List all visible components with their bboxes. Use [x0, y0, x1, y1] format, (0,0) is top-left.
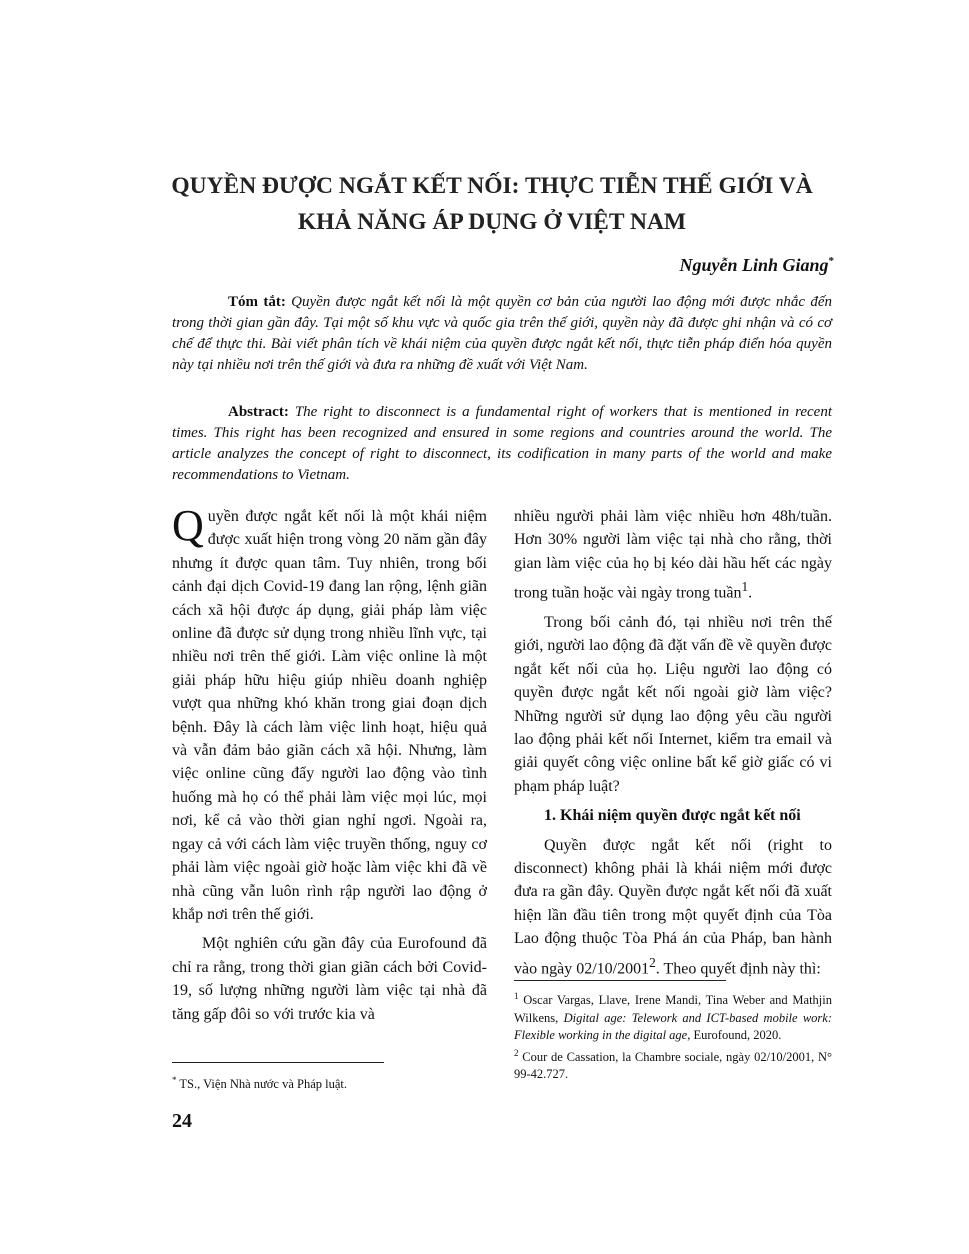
footnotes-block [514, 988, 832, 1084]
footnote-2-number: 2 [514, 1047, 519, 1058]
title-line-2: KHẢ NĂNG ÁP DỤNG Ở VIỆT NAM [297, 209, 687, 235]
right-paragraph-1 [514, 505, 832, 605]
author-footnote-rule [172, 1062, 384, 1063]
right-p1-text: nhiều người phải làm việc nhiều hơn 48h/tuần. Hơn 30% người làm việc tại nhà cho rằng, thời gian làm việc của họ bị kéo dài hầu hết các ngày trong tuần hoặc vài ngày trong tuần [514, 508, 832, 602]
footnote-1-source: , Eurofound, 2020. [687, 1028, 782, 1043]
summary-vi-label: Tóm tắt: [228, 294, 286, 310]
abstract-en-label: Abstract: [228, 404, 289, 420]
footnote-2 [514, 1045, 832, 1084]
right-p3-end: . Theo quyết định này thì: [655, 959, 821, 977]
right-column [514, 505, 832, 986]
summary-vi-text: Quyền được ngắt kết nối là một quyền cơ bản của người lao động mới được nhắc đến trong thời gian gần đây. Tại một số khu vực và quốc gia trên thế giới, quyền này đã được ghi nhận và có cơ chế để thực thi. Bài viết phân tích về khái niệm của quyền được ngắt kết nối, thực tiễn pháp điển hóa quyền này tại nhiều nơi trên thế giới và đưa ra những đề xuất với Việt Nam. [172, 294, 832, 373]
title-line-1: QUYỀN ĐƯỢC NGẮT KẾT NỐI: THỰC TIỄN THẾ GIỚI VÀ [171, 173, 813, 199]
author-footnote [172, 1072, 487, 1094]
author-name [679, 255, 834, 276]
footnote-1-number: 1 [514, 991, 519, 1001]
author-note-mark: * [172, 1075, 177, 1085]
footnote-2-text: Cour de Cassation, la Chambre sociale, ngày 02/10/2001, N° 99-42.727. [514, 1049, 832, 1082]
drop-cap: Q [172, 501, 204, 550]
footnote-ref-1: 1 [741, 579, 749, 595]
footnote-ref-2: 2 [649, 954, 656, 970]
section-heading: 1. Khái niệm quyền được ngắt kết nối [544, 807, 801, 825]
left-paragraph-1 [172, 501, 487, 926]
page-number: 24 [172, 1110, 192, 1132]
abstract-english [172, 402, 832, 486]
left-column [172, 501, 487, 1032]
left-paragraph-2: Một nghiên cứu gần đây của Eurofound đã chỉ ra rằng, trong thời gian giãn cách bởi Covid-19, số lượng những người làm việc tại nhà đã tăng gấp đôi so với trước kia và [172, 935, 487, 1023]
footnotes-rule [514, 980, 726, 981]
left-p1-text: uyền được ngắt kết nối là một khái niệm được xuất hiện trong vòng 20 năm gần đây nhưng ít được quan tâm. Tuy nhiên, trong bối cảnh đại dịch Covid-19 đang lan rộng, lệnh giãn cách xã hội được áp dụng, giải pháp làm việc online đã được sử dụng trong nhiều lĩnh vực, tại nhiều nơi trên thế giới. Làm việc online là một giải pháp hữu hiệu giúp nhiều doanh nghiệp vượt qua những khó khăn trong giai đoạn dịch bệnh. Đây là cách làm việc linh hoạt, hiệu quả và vẫn đảm bảo giãn cách xã hội. Nhưng, làm việc online cũng đẩy người lao động vào tình huống mà họ có thể phải làm việc mọi lúc, mọi nơi, kể cả vào thời gian nghỉ ngơi. Ngoài ra, ngay cả với cách làm việc truyền thống, nguy cơ phải làm việc ngoài giờ hoặc làm việc khi đã về nhà cũng vẫn luôn rình rập người lao động ở khắp nơi trên thế giới. [172, 508, 487, 923]
right-paragraph-2: Trong bối cảnh đó, tại nhiều nơi trên thế giới, người lao động đã đặt vấn đề về quyền được ngắt kết nối của họ. Liệu người lao động có quyền được ngắt kết nối ngoài giờ làm việc? Những người sử dụng lao động yêu cầu người lao động phải kết nối Internet, kiểm tra email và giải quyết công việc online bất kể giờ giấc có vi phạm pháp luật? [514, 613, 832, 795]
author-note-text: TS., Viện Nhà nước và Pháp luật. [179, 1077, 347, 1092]
article-title [150, 168, 834, 240]
right-p1-end: . [748, 584, 753, 602]
author-text: Nguyễn Linh Giang [679, 255, 829, 275]
right-paragraph-3 [514, 834, 832, 981]
right-p3-text: Quyền được ngắt kết nối (right to disconnect) không phải là khái niệm mới được đưa ra gần đây. Quyền được ngắt kết nối đã xuất hiện lần đầu tiên trong một quyết định của Tòa Lao động thuộc Tòa Phá án của Pháp, ban hành vào ngày 02/10/2001 [514, 836, 832, 977]
footnote-1-title: Digital age: Telework and ICT-based mobile work: Flexible working in the digital age [514, 1010, 832, 1043]
footnote-1 [514, 988, 832, 1045]
footnote-1-authors: Oscar Vargas, Llave, Irene Mandi, Tina Weber and Mathjin Wilkens, [514, 993, 832, 1025]
abstract-en-text: The right to disconnect is a fundamental right of workers that is mentioned in recent times. This right has been recognized and ensured in some regions and countries around the world. The article analyzes the concept of right to disconnect, its codification in many parts of the world and make recommendations to Vietnam. [172, 404, 833, 483]
summary-vietnamese [172, 292, 832, 376]
author-footnote-mark: * [828, 255, 834, 267]
